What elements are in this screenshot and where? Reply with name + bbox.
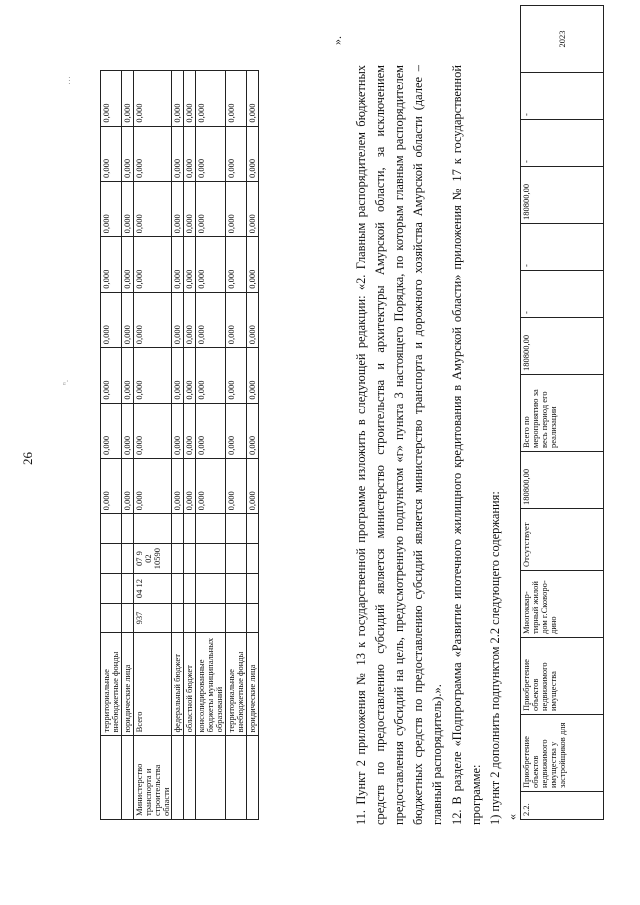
value-cell: 0,000 (101, 348, 122, 403)
value-cell: 0,000 (226, 292, 247, 347)
value-cell: 0,000 (172, 181, 184, 236)
value-cell: 0,000 (196, 181, 226, 236)
subparagraph-1: 1) пункт 2 дополнить подпунктом 2.2 следующего содержания: (488, 491, 502, 825)
value-cell: 0,000 (184, 71, 196, 127)
ministry-cell (172, 736, 184, 820)
value-cell: 0,000 (226, 459, 247, 514)
value-cell: - (521, 224, 604, 271)
budget-code-cell (246, 514, 258, 543)
value-cell: 0,000 (196, 403, 226, 458)
funding-source-cell: территориальные внебюджетные фонды (226, 633, 247, 736)
value-cell: 0,000 (121, 292, 133, 347)
budget-code-cell (121, 574, 133, 603)
quote-mark: « (505, 814, 519, 820)
funding-source-cell: юридические лица (246, 633, 258, 736)
budget-code-cell (226, 514, 247, 543)
page-number: 26 (20, 452, 35, 465)
budget-code-cell (226, 574, 247, 603)
measure-name: Приобретение объектов недвижимого имущества у застройщиков для (521, 715, 604, 792)
value-cell: 0,000 (246, 459, 258, 514)
value-cell: 0,000 (133, 403, 172, 458)
value-cell: 0,000 (133, 348, 172, 403)
funding-source-cell: федеральный бюджет (172, 633, 184, 736)
budget-code-cell (196, 574, 226, 603)
value-cell: - (521, 271, 604, 318)
value-cell: 0,000 (246, 292, 258, 347)
value-cell: 180800,00 (521, 318, 604, 375)
value-cell: 0,000 (101, 126, 122, 181)
budget-code-cell (101, 514, 122, 543)
ministry-cell (121, 736, 133, 820)
value-cell: 0,000 (133, 71, 172, 127)
table-row (184, 71, 196, 820)
value-cell: 0,000 (196, 71, 226, 127)
measure-action: Приобретение объектов недвижимого имущества (521, 638, 604, 715)
budget-code-cell (184, 603, 196, 632)
value-cell: 0,000 (226, 237, 247, 292)
budget-code-cell (226, 603, 247, 632)
value-cell: 0,000 (196, 126, 226, 181)
value-cell: 0,000 (172, 126, 184, 181)
value-cell: 0,000 (184, 237, 196, 292)
table-row (226, 71, 247, 820)
funding-table (100, 70, 259, 820)
value-cell: 0,000 (133, 292, 172, 347)
measure-cost: 180800,00 (521, 452, 604, 509)
table-row (196, 71, 226, 820)
value-cell: 0,000 (121, 348, 133, 403)
value-cell: 0,000 (184, 292, 196, 347)
budget-code-cell (184, 574, 196, 603)
funding-source-cell: юридические лица (121, 633, 133, 736)
period-label: Всего по мероприятию за весь период его реализации (521, 375, 604, 452)
value-cell: 0,000 (121, 181, 133, 236)
value-cell: 0,000 (246, 348, 258, 403)
table-row (521, 6, 604, 820)
table-row (101, 71, 122, 820)
measure-status: Отсутствует (521, 509, 604, 571)
budget-code-cell (226, 543, 247, 574)
value-cell: 0,000 (246, 237, 258, 292)
scan-mark: … (62, 76, 72, 85)
value-cell: 0,000 (172, 403, 184, 458)
budget-code-cell (121, 603, 133, 632)
table-row (133, 71, 172, 820)
budget-code-cell (246, 603, 258, 632)
value-cell: 0,000 (184, 348, 196, 403)
budget-code-cell (172, 574, 184, 603)
measures-table (520, 5, 604, 820)
value-cell: 0,000 (172, 292, 184, 347)
table-row (246, 71, 258, 820)
value-cell: 0,000 (226, 126, 247, 181)
budget-code-cell (196, 543, 226, 574)
budget-code-cell: 07 9 02 10590 (133, 543, 172, 574)
value-cell: 0,000 (184, 459, 196, 514)
value-cell: 0,000 (121, 403, 133, 458)
budget-code-cell (172, 543, 184, 574)
closing-quote: ». (330, 36, 344, 45)
budget-code-cell: 04 12 (133, 574, 172, 603)
value-cell: 0,000 (226, 403, 247, 458)
paragraph-11: 11. Пункт 2 приложения № 13 к государственной программе изложить в следующей редакции: «2. Главным распорядителем бюджетных средств по предоставлению субсидий является министерство строительства и архитектуры Амурской области, за исключением предоставления субсидий на цель, предусмотренную подпунктом «г» пункта 3 настоящего Порядка, по которым главным распорядителем бюджетных средств по предоставлению субсидий является министерство транспорта и дорожного хозяйства Амурской области (далее – главный распорядитель).». (354, 65, 444, 825)
value-cell: 0,000 (101, 237, 122, 292)
value-cell: 0,000 (121, 237, 133, 292)
ministry-cell (226, 736, 247, 820)
value-cell: 0,000 (226, 71, 247, 127)
value-cell: - (521, 120, 604, 167)
value-cell: 0,000 (172, 237, 184, 292)
ministry-cell (196, 736, 226, 820)
value-cell: 0,000 (184, 403, 196, 458)
value-cell: 0,000 (133, 459, 172, 514)
budget-code-cell (246, 574, 258, 603)
ministry-cell (101, 736, 122, 820)
value-cell: 0,000 (196, 348, 226, 403)
value-cell: 0,000 (246, 71, 258, 127)
funding-source-cell: территориальные внебюджетные фонды (101, 633, 122, 736)
value-cell: - (521, 73, 604, 120)
budget-code-cell (101, 574, 122, 603)
value-cell: 0,000 (133, 181, 172, 236)
value-cell: 0,000 (184, 126, 196, 181)
budget-code-cell (121, 514, 133, 543)
value-cell: 180800,00 (521, 167, 604, 224)
paragraph-12: 12. В разделе «Подпрограмма «Развитие ипотечного жилищного кредитования в Амурской области» приложения № 17 к государственной программе: (450, 65, 483, 825)
budget-code-cell (196, 603, 226, 632)
value-cell: 0,000 (121, 71, 133, 127)
value-cell: 0,000 (101, 292, 122, 347)
value-cell: 0,000 (101, 181, 122, 236)
table-row (172, 71, 184, 820)
budget-code-cell (196, 514, 226, 543)
value-cell: 0,000 (101, 403, 122, 458)
budget-code-cell (172, 514, 184, 543)
ministry-cell (184, 736, 196, 820)
value-cell: 0,000 (196, 237, 226, 292)
budget-code-cell (101, 603, 122, 632)
measure-object: Многоквар-тирный жилой дом г.Сковоро-дино (521, 571, 604, 638)
table-row (121, 71, 133, 820)
value-cell: 0,000 (121, 459, 133, 514)
scan-mark: ⁿ. (60, 379, 70, 385)
value-cell: 0,000 (196, 459, 226, 514)
budget-code-cell (184, 514, 196, 543)
budget-code-cell (121, 543, 133, 574)
value-cell: 0,000 (184, 181, 196, 236)
budget-code-cell (246, 543, 258, 574)
funding-source-cell: консолидированные бюджеты муниципальных образований (196, 633, 226, 736)
value-cell: 0,000 (246, 126, 258, 181)
value-cell: 0,000 (172, 459, 184, 514)
ministry-cell (246, 736, 258, 820)
value-cell: 0,000 (246, 403, 258, 458)
value-cell: 0,000 (101, 71, 122, 127)
value-cell: 0,000 (196, 292, 226, 347)
value-cell: 0,000 (121, 126, 133, 181)
value-cell: 0,000 (101, 459, 122, 514)
row-number: 2.2. (521, 792, 604, 820)
value-cell: 0,000 (172, 348, 184, 403)
budget-code-cell (184, 543, 196, 574)
value-cell: 0,000 (133, 237, 172, 292)
budget-code-cell (133, 514, 172, 543)
value-cell: 0,000 (226, 348, 247, 403)
ministry-cell: Министерство транспорта и строительства области (133, 736, 172, 820)
value-cell: 0,000 (172, 71, 184, 127)
budget-code-cell: 937 (133, 603, 172, 632)
value-cell: 0,000 (246, 181, 258, 236)
funding-source-cell: Всего (133, 633, 172, 736)
value-cell: 0,000 (226, 181, 247, 236)
budget-code-cell (172, 603, 184, 632)
funding-source-cell: областной бюджет (184, 633, 196, 736)
budget-code-cell (101, 543, 122, 574)
year-cell: 2023 (521, 6, 604, 73)
value-cell: 0,000 (133, 126, 172, 181)
